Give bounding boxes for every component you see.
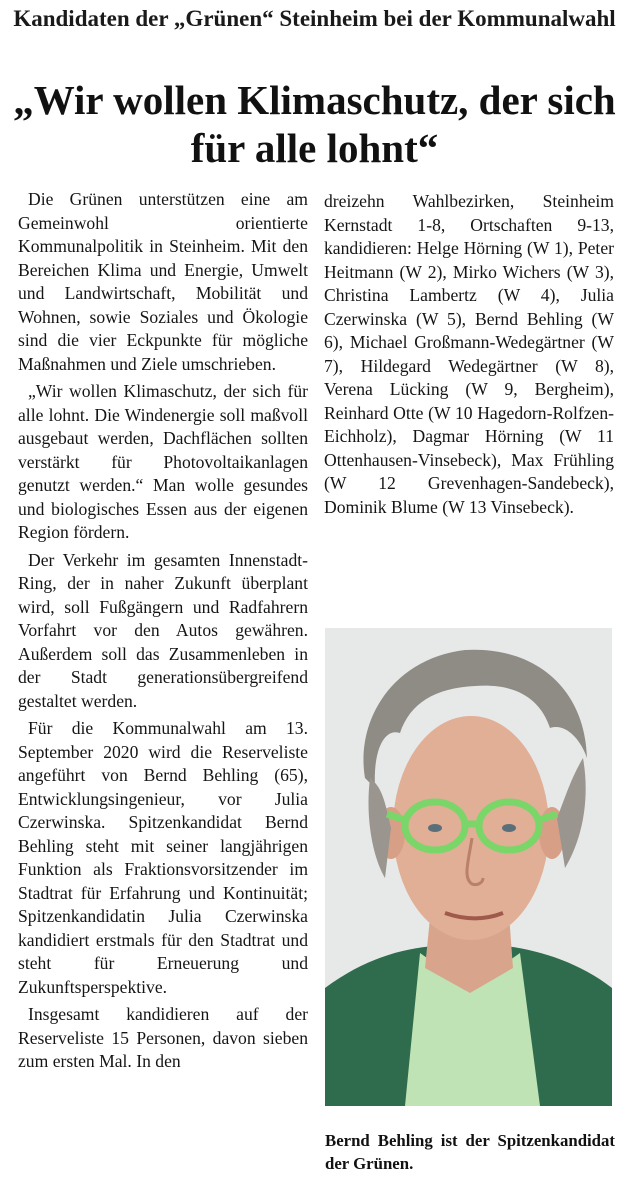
face-shape <box>393 716 549 940</box>
article-column-right <box>324 190 614 519</box>
article-kicker: Kandidaten der „Grünen“ Steinheim bei der Kommunalwahl <box>13 6 616 31</box>
article-headline: „Wir wollen Klimaschutz, der sich für alle lohnt“ <box>13 77 616 171</box>
body-paragraph: Für die Kommunalwahl am 13. September 2020 wird die Reserveliste angeführt von Bernd Behling (65), Entwicklungsingenieur, vor Julia Czerwinska. Spitzenkandidat Bernd Behling steht mit seiner langjährigen Funktion als Fraktionsvorsitzender im Stadtrat für Erfahrung und Kontinuität; Spitzenkandidatin Julia Czerwinska kandidiert erstmals für den Stadtrat und steht für Erneuerung und Zukunftsperspektive. <box>18 718 308 997</box>
eye-left <box>428 824 442 832</box>
candidate-portrait-photo <box>325 628 612 1106</box>
body-paragraph: Der Verkehr im gesamten Innenstadt-Ring, der in naher Zukunft überplant wird, soll Fußgängern und Radfahrern Vorfahrt vor den Autos gewähren. Außerdem soll das Zusammenleben in der Stadt generationsübergreifend gestaltet werden. <box>18 549 308 711</box>
body-paragraph: Die Grünen unterstützen eine am Gemeinwohl orientierte Kommunalpolitik in Steinheim. Mit den Bereichen Klima und Energie, Umwelt und Landwirtschaft, Mobilität und Wohnen, sowie Soziales und Ökologie sind die vier Eckpunkte für mögliche Maßnahmen und Ziele umschrieben. <box>18 189 308 374</box>
article-column-left <box>18 188 308 1074</box>
candidate-list-paragraph: dreizehn Wahlbezirken, Steinheim Kernstadt 1-8, Ortschaften 9-13, kandidieren: Helge Hörning (W 1), Peter Heitmann (W 2), Mirko Wichers (W 3), Christina Lambertz (W 4), Julia Czerwinska (W 5), Bernd Behling (W 6), Michael Großmann-Wedegärtner (W 7), Hildegard Wedegärtner (W 8), Verena Lücking (W 9, Bergheim), Reinhard Otte (W 10 Hagedorn-Rolfzen-Eichholz), Dagmar Hörning (W 11 Ottenhausen-Vinsebeck), Max Frühling (W 12 Grevenhagen-Sandebeck), Dominik Blume (W 13 Vinsebeck). <box>324 191 614 517</box>
photo-caption: Bernd Behling ist der Spitzenkandidat der Grünen. <box>325 1131 615 1173</box>
eye-right <box>502 824 516 832</box>
body-paragraph: Insgesamt kandidieren auf der Reserveliste 15 Personen, davon sieben zum ersten Mal. In den <box>18 1004 308 1071</box>
body-paragraph: „Wir wollen Klimaschutz, der sich für alle lohnt. Die Windenergie soll maßvoll ausgebaut werden, Dachflächen sollten verstärkt für Photovoltaikanlagen genutzt werden.“ Man wolle gesundes und biologisches Essen aus der eigenen Region fördern. <box>18 381 308 542</box>
